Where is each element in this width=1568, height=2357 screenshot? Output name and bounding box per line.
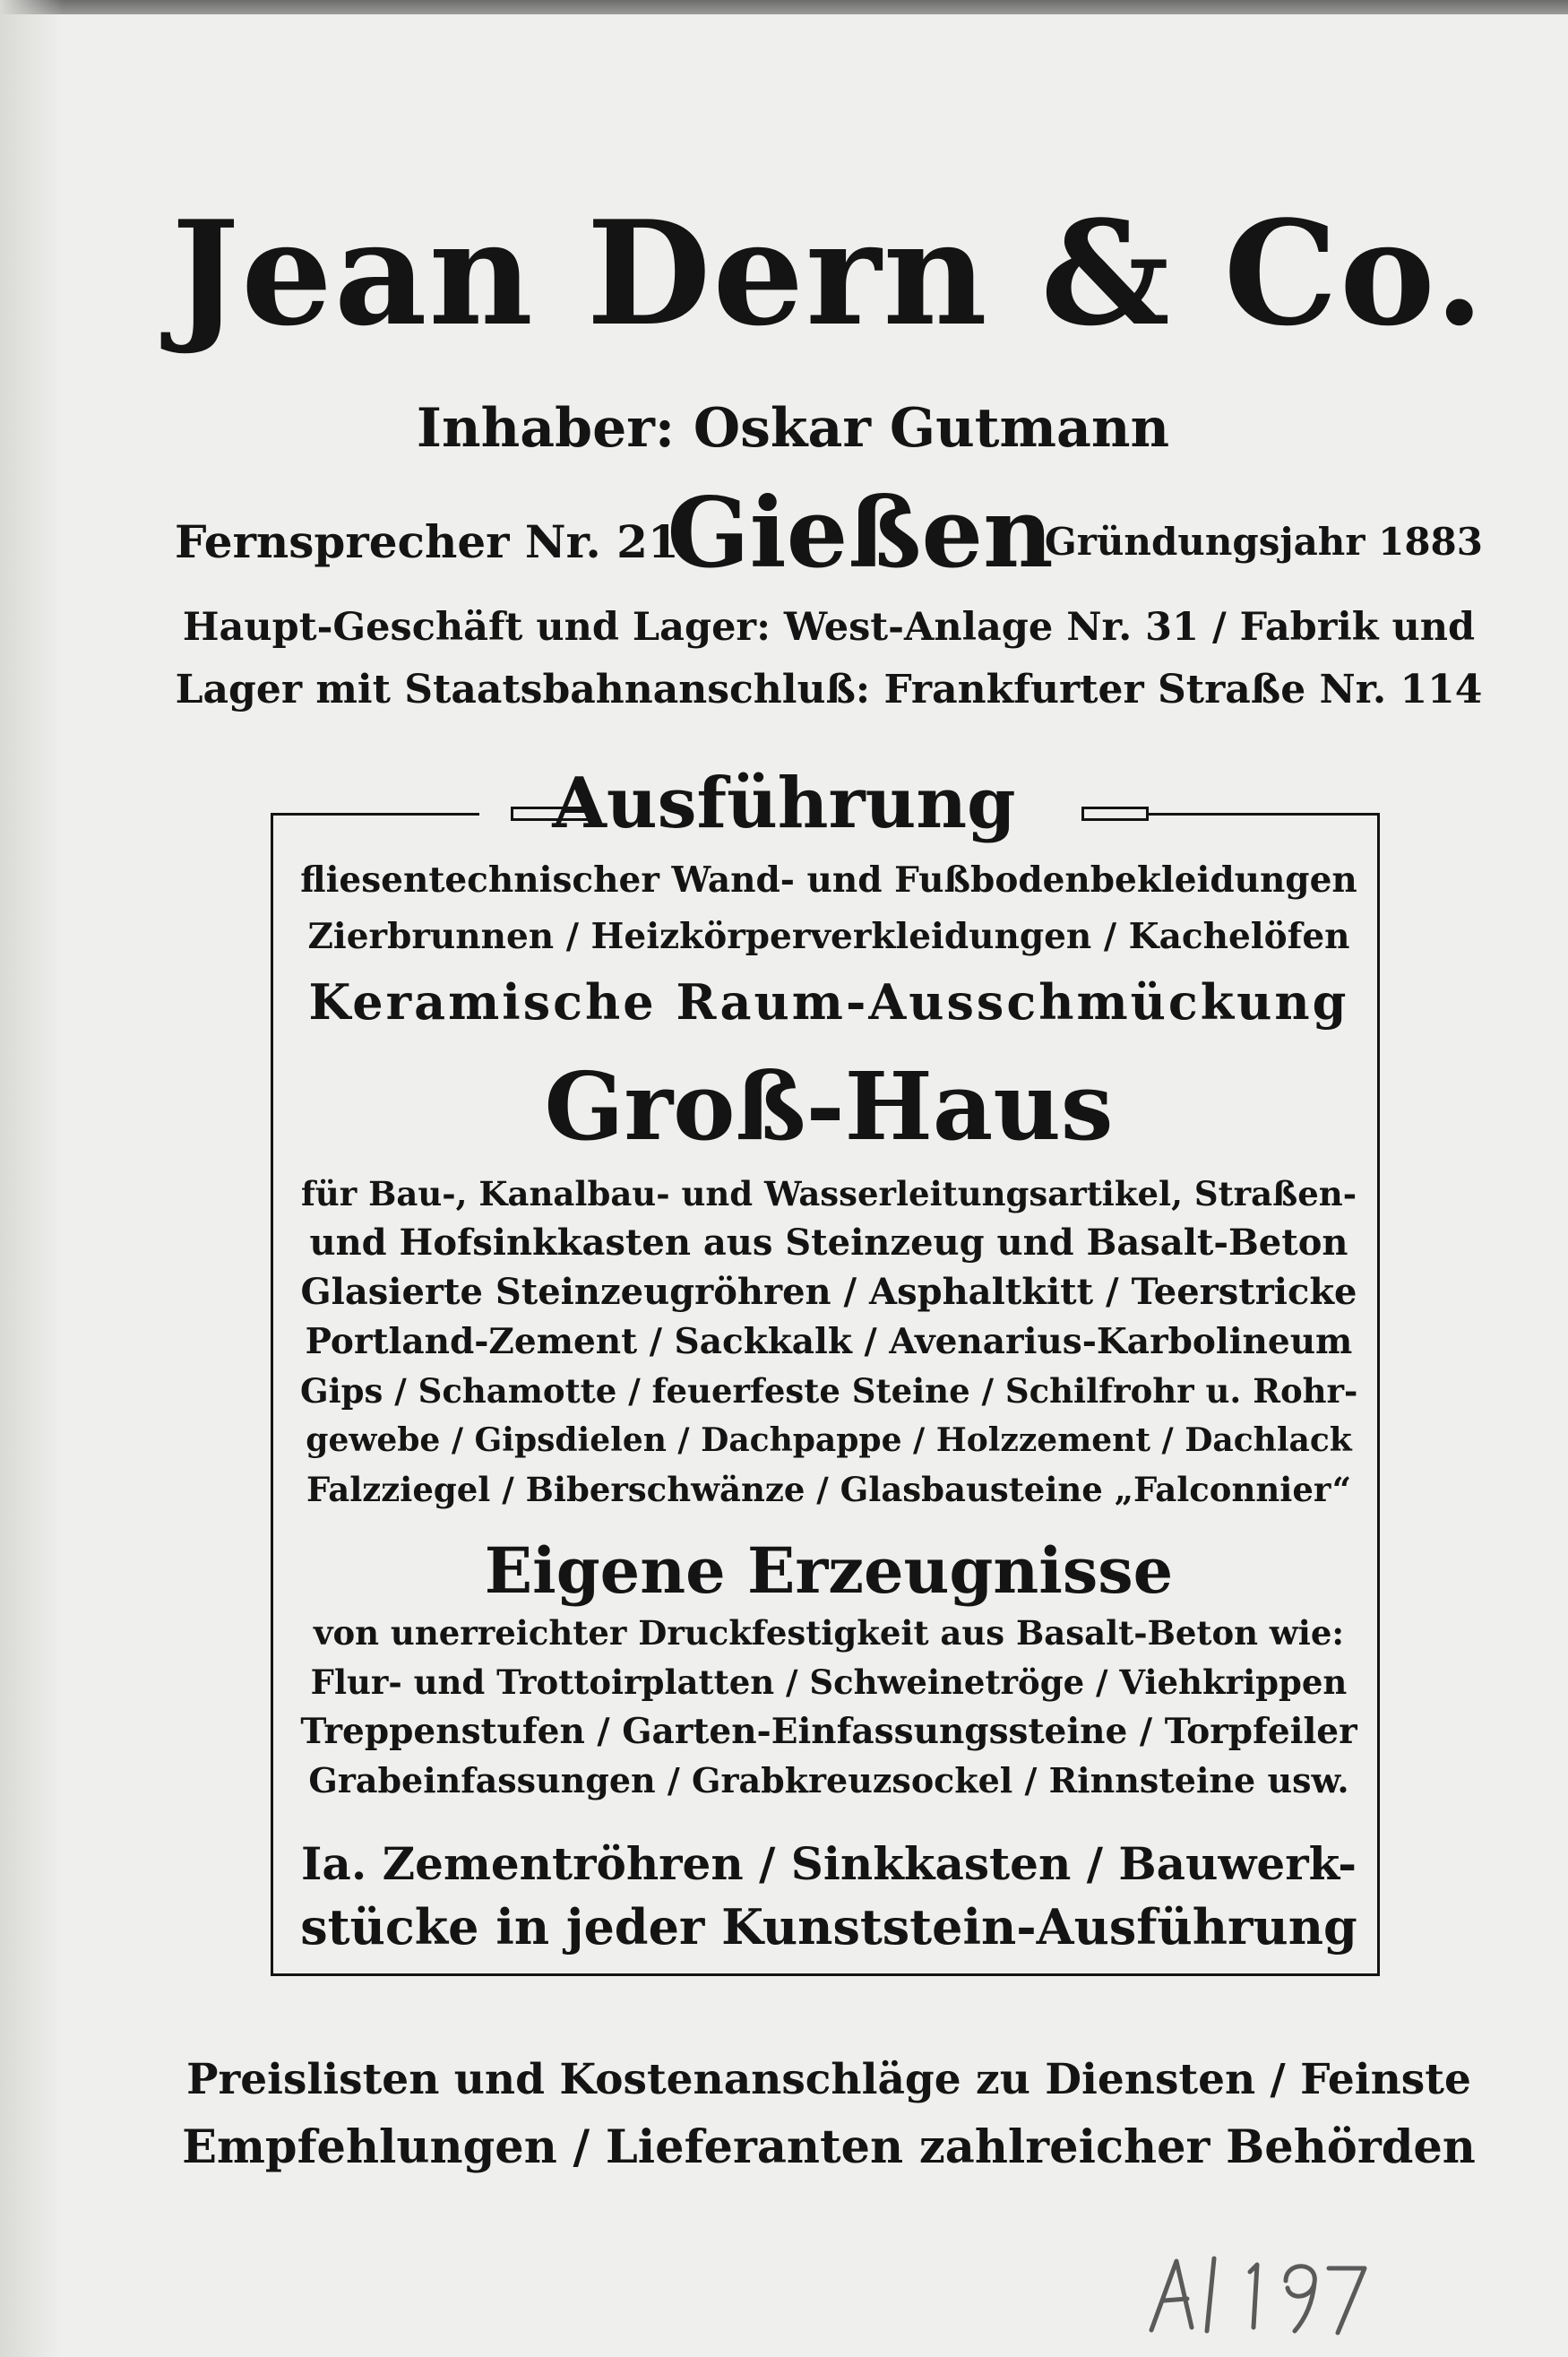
own-products-line: Treppenstufen / Garten-Einfassungssteine / Torpfeiler xyxy=(300,1711,1357,1752)
wholesale-line: Falzziegel / Biberschwänze / Glasbausteine „Falconnier“ xyxy=(306,1470,1352,1509)
wholesale-line: Portland-Zement / Sackkalk / Avenarius-Karbolineum xyxy=(305,1321,1353,1362)
execution-heading: Ausführung xyxy=(552,763,1016,844)
own-products-line: Grabeinfassungen / Grabkreuzsockel / Rinnsteine usw. xyxy=(308,1760,1349,1800)
address-line-2: Lager mit Staatsbahnanschluß: Frankfurter Straße Nr. 114 xyxy=(175,667,1483,712)
address-line-1: Haupt-Geschäft und Lager: West-Anlage Nr. 31 / Fabrik und xyxy=(182,605,1476,650)
scan-top-edge xyxy=(0,0,1568,14)
company-name: Jean Dern & Co. xyxy=(171,189,1486,358)
wholesale-line: Gips / Schamotte / feuerfeste Steine / Schilfrohr u. Rohr- xyxy=(300,1371,1358,1411)
execution-line: Keramische Raum-Ausschmückung xyxy=(308,973,1349,1031)
wholesale-line: und Hofsinkkasten aus Steinzeug und Basalt-Beton xyxy=(309,1222,1348,1264)
footer-line: Empfehlungen / Lieferanten zahlreicher Behörden xyxy=(182,2120,1476,2174)
handwritten-shelfmark xyxy=(1142,2245,1375,2344)
wholesale-line: für Bau-, Kanalbau- und Wasserleitungsartikel, Straßen- xyxy=(300,1174,1357,1213)
owner-line: Inhaber: Oskar Gutmann xyxy=(416,397,1170,460)
wholesale-line: Glasierte Steinzeugröhren / Asphaltkitt / Teerstricke xyxy=(300,1271,1357,1313)
own-products-line: Flur- und Trottoirplatten / Schweinetröge / Viehkrippen xyxy=(310,1662,1348,1702)
cement-line: stücke in jeder Kunststein-Ausführung xyxy=(300,1898,1357,1956)
city-name: Gießen xyxy=(667,477,1054,590)
own-products-line: von unerreichter Druckfestigkeit aus Basalt-Beton wie: xyxy=(313,1613,1345,1653)
execution-line: fliesentechnischer Wand- und Fußbodenbekleidungen xyxy=(300,859,1357,901)
cement-line: Ia. Zementröhren / Sinkkasten / Bauwerk- xyxy=(301,1837,1357,1890)
wholesale-line: gewebe / Gipsdielen / Dachpappe / Holzzement / Dachlack xyxy=(306,1421,1352,1459)
founding-year: Gründungsjahr 1883 xyxy=(1044,520,1483,564)
footer-line: Preislisten und Kostenanschläge zu Diensten / Feinste xyxy=(186,2055,1471,2104)
own-products-heading: Eigene Erzeugnisse xyxy=(484,1533,1174,1608)
scan-left-shadow xyxy=(0,0,63,2357)
execution-line: Zierbrunnen / Heizkörperverkleidungen / Kachelöfen xyxy=(307,916,1350,957)
heading-right-rule xyxy=(1081,807,1149,821)
wholesale-heading: Groß-Haus xyxy=(544,1051,1114,1161)
phone-number: Fernsprecher Nr. 21 xyxy=(175,515,679,568)
